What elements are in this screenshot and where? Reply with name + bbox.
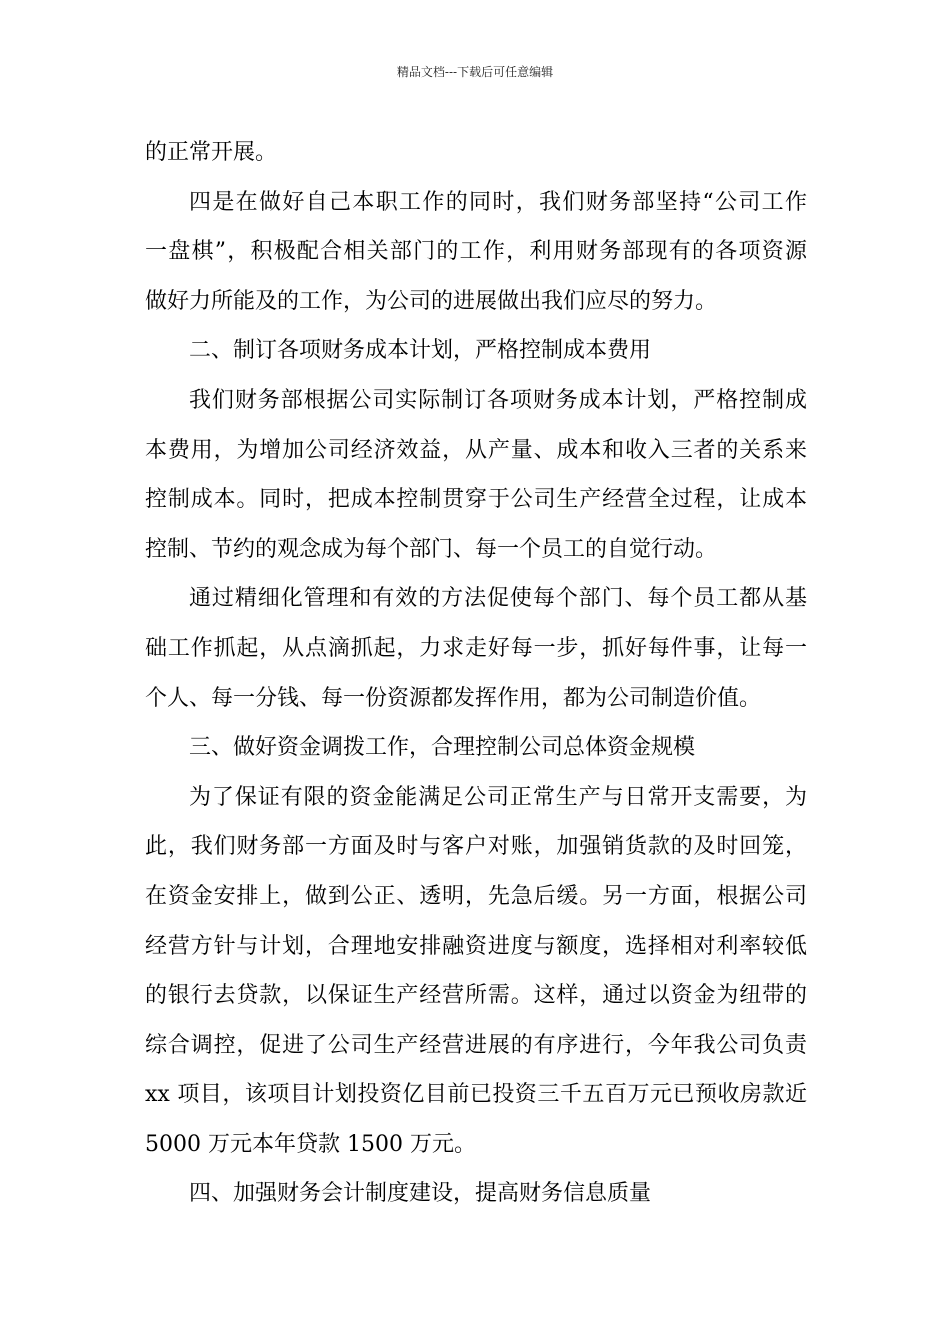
paragraph-line: 通过精细化管理和有效的方法促使每个部门、每个员工都从基 xyxy=(189,586,807,612)
section-heading: 三、做好资金调拨工作，合理控制公司总体资金规模 xyxy=(189,735,696,761)
paragraph-line: 在资金安排上，做到公正、透明，先急后缓。另一方面，根据公司 xyxy=(145,883,807,909)
paragraph-line: 的正常开展。 xyxy=(145,140,278,165)
document-body xyxy=(145,128,807,1219)
paragraph-line: 控制成本。同时，把成本控制贯穿于公司生产经营全过程，让成本 xyxy=(145,487,807,513)
paragraph-line: 做好力所能及的工作，为公司的进展做出我们应尽的努力。 xyxy=(145,288,718,314)
paragraph-line: 经营方针与计划，合理地安排融资进度与额度，选择相对利率较低 xyxy=(145,933,807,959)
paragraph-line: 础工作抓起，从点滴抓起，力求走好每一步，抓好每件事，让每一 xyxy=(145,635,807,661)
paragraph-line: 本费用，为增加公司经济效益，从产量、成本和收入三者的关系来 xyxy=(145,437,807,463)
paragraph-line: 四是在做好自己本职工作的同时，我们财务部坚持“公司工作 xyxy=(189,189,807,215)
paragraph-line: 综合调控，促进了公司生产经营进展的有序进行，今年我公司负责 xyxy=(145,1032,807,1058)
paragraph-line: 为了保证有限的资金能满足公司正常生产与日常开支需要，为 xyxy=(189,784,807,810)
paragraph-line: 我们财务部根据公司实际制订各项财务成本计划，严格控制成 xyxy=(189,387,807,413)
paragraph-line: xx 项目，该项目计划投资亿目前已投资三千五百万元已预收房款近 xyxy=(145,1082,807,1108)
paragraph-line: 个人、每一分钱、每一份资源都发挥作用，都为公司制造价值。 xyxy=(145,685,762,711)
section-heading: 四、加强财务会计制度建设，提高财务信息质量 xyxy=(189,1181,652,1207)
section-heading: 二、制订各项财务成本计划，严格控制成本费用 xyxy=(189,338,652,364)
paragraph-line: 此，我们财务部一方面及时与客户对账，加强销货款的及时回笼， xyxy=(145,834,807,860)
page-header: 精品文档---下载后可任意编辑 xyxy=(396,65,554,79)
paragraph-line: 5000 万元本年贷款 1500 万元。 xyxy=(145,1131,476,1157)
paragraph-line: 一盘棋”，积极配合相关部门的工作，利用财务部现有的各项资源 xyxy=(145,239,807,265)
paragraph-line: 的银行去贷款，以保证生产经营所需。这样，通过以资金为纽带的 xyxy=(145,983,807,1009)
paragraph-line: 控制、节约的观念成为每个部门、每一个员工的自觉行动。 xyxy=(145,536,718,562)
